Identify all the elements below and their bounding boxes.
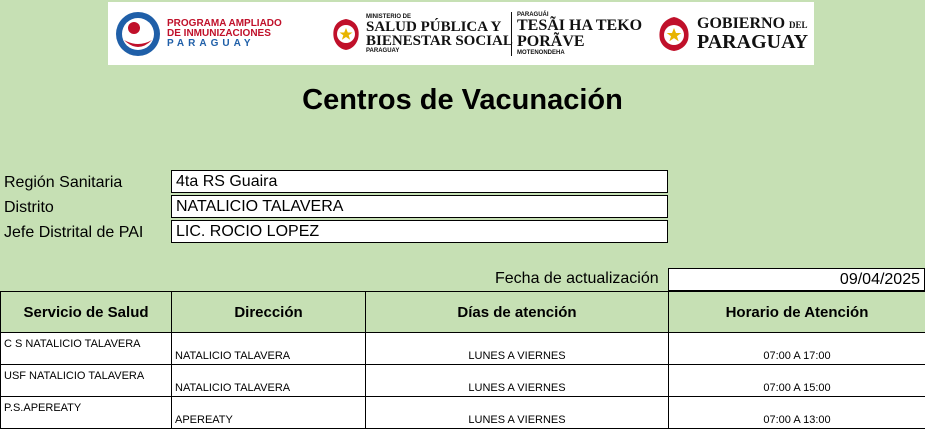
teko-line2: PORÃVE	[517, 34, 642, 50]
gob-line2: PARAGUAY	[697, 32, 808, 52]
cell-direccion[interactable]: NATALICIO TALAVERA	[172, 365, 366, 397]
msp-small-top: MINISTERIO DE	[366, 14, 513, 20]
header-dias: Días de atención	[366, 292, 669, 333]
msp-line1: SALUD PÚBLICA Y	[366, 20, 513, 34]
cell-horario[interactable]: 07:00 A 17:00	[669, 333, 925, 365]
msp-small-bottom: PARAGUAY	[366, 48, 513, 54]
cell-dias[interactable]: LUNES A VIERNES	[366, 365, 669, 397]
centros-table	[0, 291, 925, 429]
cell-horario[interactable]: 07:00 A 15:00	[669, 365, 925, 397]
table-row	[1, 397, 925, 429]
pai-line2: DE INMUNIZACIONES	[167, 29, 282, 39]
msp-logo-text	[366, 14, 513, 54]
fecha-label: Fecha de actualización	[495, 270, 659, 288]
header-banner	[108, 2, 814, 65]
distrito-label: Distrito	[4, 199, 54, 217]
cell-direccion[interactable]: NATALICIO TALAVERA	[172, 333, 366, 365]
teko-small-top: PARAGUÁI	[517, 12, 642, 18]
gob-line1-main: GOBIERNO	[697, 15, 785, 32]
gobierno-seal-icon	[655, 15, 693, 53]
table-header-row	[1, 292, 925, 333]
msp-line2: BIENESTAR SOCIAL	[366, 34, 513, 48]
pai-logo-text	[167, 19, 282, 49]
pai-line1: PROGRAMA AMPLIADO	[167, 19, 282, 29]
cell-servicio[interactable]: USF NATALICIO TALAVERA	[1, 365, 172, 397]
region-label: Región Sanitaria	[4, 174, 122, 192]
paraguay-seal-icon	[330, 17, 362, 51]
pai-logo	[114, 2, 282, 65]
pai-line3: PARAGUAY	[167, 39, 282, 49]
page-title: Centros de Vacunación	[0, 84, 925, 117]
cell-servicio[interactable]: C S NATALICIO TALAVERA	[1, 333, 172, 365]
msp-logo	[330, 2, 513, 65]
fecha-value-cell[interactable]: 09/04/2025	[668, 268, 925, 291]
header-horario: Horario de Atención	[669, 292, 925, 333]
cell-dias[interactable]: LUNES A VIERNES	[366, 333, 669, 365]
cell-horario[interactable]: 07:00 A 13:00	[669, 397, 925, 429]
teko-line1: TESÃI HA TEKO	[517, 18, 642, 34]
header-servicio: Servicio de Salud	[1, 292, 172, 333]
jefe-value-cell[interactable]: LIC. ROCIO LOPEZ	[171, 220, 668, 243]
cell-direccion[interactable]: APEREATY	[172, 397, 366, 429]
teko-logo-text	[511, 12, 642, 56]
teko-small-bottom: MOTENONDEHA	[517, 50, 642, 56]
gobierno-logo	[655, 2, 808, 65]
distrito-value-cell[interactable]: NATALICIO TALAVERA	[171, 195, 668, 218]
pai-emblem-icon	[114, 10, 162, 58]
cell-dias[interactable]: LUNES A VIERNES	[366, 397, 669, 429]
region-value-cell[interactable]: 4ta RS Guaira	[171, 170, 668, 193]
gobierno-logo-text	[697, 16, 808, 52]
cell-servicio[interactable]: P.S.APEREATY	[1, 397, 172, 429]
table-row	[1, 365, 925, 397]
header-direccion: Dirección	[172, 292, 366, 333]
teko-logo	[511, 2, 642, 65]
table-row	[1, 333, 925, 365]
jefe-label: Jefe Distrital de PAI	[4, 224, 143, 242]
gob-line1	[697, 16, 808, 32]
gob-line1-small: DEL	[789, 20, 808, 30]
